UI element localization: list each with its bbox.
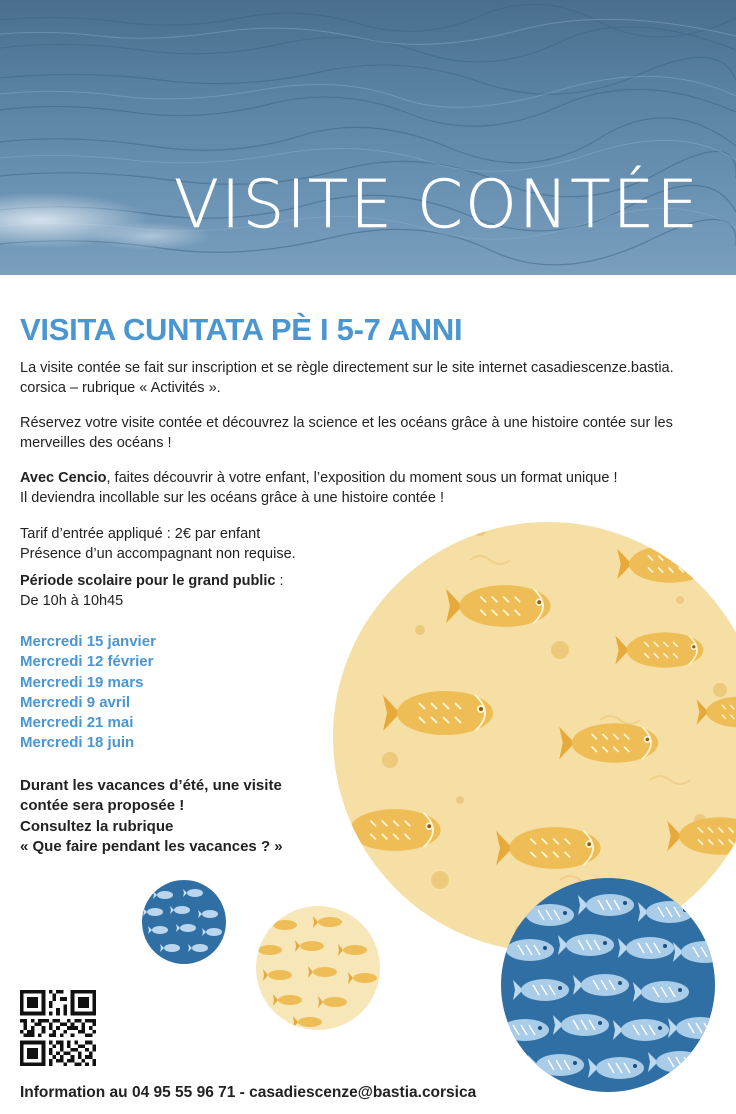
cencio-line-1: , faites découvrir à votre enfant, l’exposition du moment sous un format unique ! <box>106 470 618 486</box>
intro-line-1: La visite contée se fait sur inscription et se règle directement sur le site internet casadiescenze.bastia. <box>20 360 674 376</box>
tarif-line-1: Tarif d’entrée appliqué : 2€ par enfant <box>20 526 261 542</box>
contact-footer: Information au 04 95 55 96 71 - casadiescenze@bastia.corsica <box>20 1084 477 1101</box>
period-label: Période scolaire pour le grand public <box>20 573 276 589</box>
summer-line-2: contée sera proposée ! <box>20 797 185 815</box>
date-item: Mercredi 12 février <box>20 653 154 671</box>
cencio-line-2: Il deviendra incollable sur les océans grâce à une histoire contée ! <box>20 490 444 506</box>
period-suffix: : <box>275 573 284 589</box>
sand-circle-small <box>253 906 380 1030</box>
summer-line-4: « Que faire pendant les vacances ? » <box>20 837 283 855</box>
date-item: Mercredi 9 avril <box>20 693 131 711</box>
page-heading: VISITA CUNTATA PÈ I 5-7 ANNI <box>20 312 463 347</box>
blue-circle-small <box>142 880 226 964</box>
intro-line-2: corsica – rubrique « Activités ». <box>20 380 221 396</box>
sand-circle-large <box>333 522 736 952</box>
period-hours: De 10h à 10h45 <box>20 593 124 609</box>
reserve-line-2: merveilles des océans ! <box>20 435 172 451</box>
summer-line-3: Consultez la rubrique <box>20 817 174 835</box>
date-item: Mercredi 18 juin <box>20 734 135 752</box>
qr-code[interactable] <box>20 990 96 1066</box>
banner-title: VISITE CONTÉE <box>173 166 700 243</box>
tarif-line-2: Présence d’un accompagnant non requise. <box>20 546 296 562</box>
date-item: Mercredi 19 mars <box>20 673 144 691</box>
date-item: Mercredi 15 janvier <box>20 633 156 650</box>
summer-line-1: Durant les vacances d’été, une visite <box>20 777 282 794</box>
cencio-bold: Avec Cencio <box>20 470 107 486</box>
date-item: Mercredi 21 mai <box>20 714 134 732</box>
reserve-line-1: Réservez votre visite contée et découvrez la science et les océans grâce à une histoire contée sur les <box>20 415 673 431</box>
